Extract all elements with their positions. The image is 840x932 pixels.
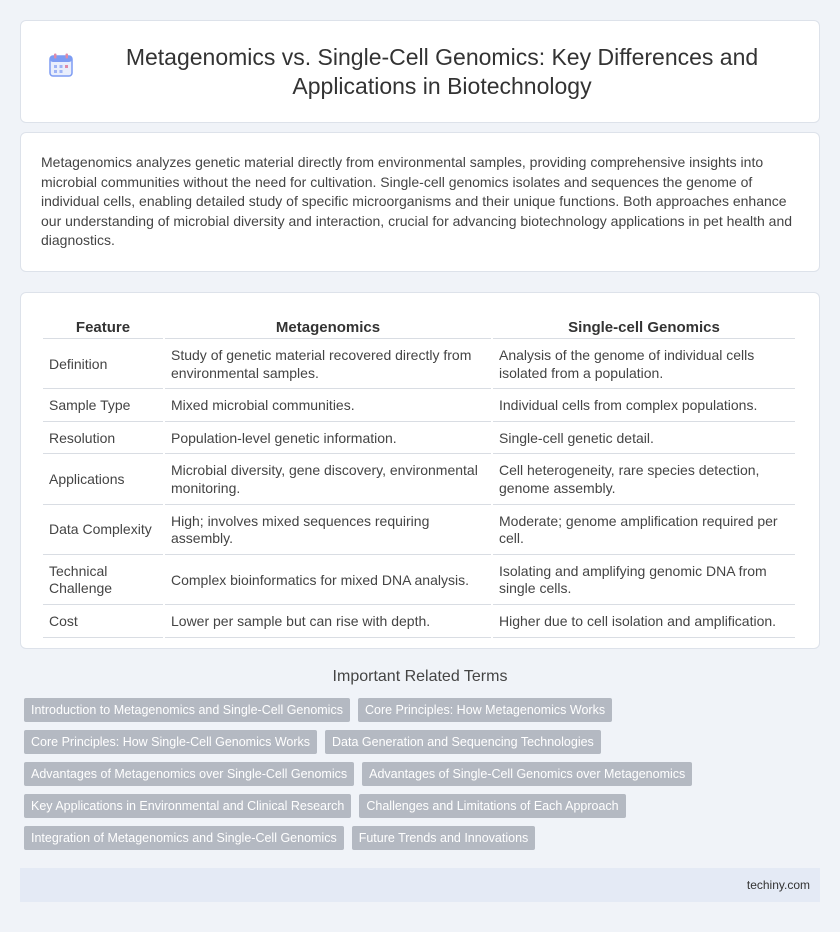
column-header-metagenomics: Metagenomics	[165, 315, 491, 339]
cell-feature: Cost	[43, 607, 163, 638]
comparison-table	[41, 313, 797, 640]
table-row	[43, 391, 795, 422]
table-row	[43, 557, 795, 605]
title-card	[20, 20, 820, 123]
related-terms-list	[20, 698, 820, 858]
table-row	[43, 341, 795, 389]
table-row	[43, 424, 795, 455]
table-header-row	[43, 315, 795, 339]
title-wrap	[40, 43, 800, 101]
related-terms-title: Important Related Terms	[332, 668, 508, 685]
cell-single-cell: Higher due to cell isolation and amplification.	[493, 607, 795, 638]
related-term-link[interactable]: Key Applications in Environmental and Clinical Research	[24, 794, 351, 818]
related-term-link[interactable]: Future Trends and Innovations	[352, 826, 536, 850]
cell-single-cell: Moderate; genome amplification required per cell.	[493, 507, 795, 555]
intro-card	[20, 132, 820, 272]
cell-metagenomics: Microbial diversity, gene discovery, environmental monitoring.	[165, 456, 491, 504]
page-title: Metagenomics vs. Single-Cell Genomics: Key Differences and Applications in Biotechnology	[125, 43, 759, 99]
footer	[20, 868, 820, 902]
calendar-icon	[48, 52, 74, 78]
column-header-feature: Feature	[43, 315, 163, 339]
related-term-link[interactable]: Data Generation and Sequencing Technologies	[325, 730, 601, 754]
cell-single-cell: Isolating and amplifying genomic DNA from single cells.	[493, 557, 795, 605]
cell-metagenomics: Mixed microbial communities.	[165, 391, 491, 422]
table-row	[43, 607, 795, 638]
table-body	[43, 341, 795, 638]
cell-metagenomics: High; involves mixed sequences requiring assembly.	[165, 507, 491, 555]
cell-single-cell: Single-cell genetic detail.	[493, 424, 795, 455]
cell-single-cell: Analysis of the genome of individual cells isolated from a population.	[493, 341, 795, 389]
footer-brand: techiny.com	[746, 878, 810, 892]
related-term-link[interactable]: Core Principles: How Single-Cell Genomics Works	[24, 730, 317, 754]
related-term-link[interactable]: Challenges and Limitations of Each Approach	[359, 794, 625, 818]
column-header-single-cell: Single-cell Genomics	[493, 315, 795, 339]
cell-feature: Resolution	[43, 424, 163, 455]
related-term-link[interactable]: Advantages of Single-Cell Genomics over Metagenomics	[362, 762, 692, 786]
comparison-card	[20, 292, 820, 649]
cell-feature: Data Complexity	[43, 507, 163, 555]
cell-single-cell: Cell heterogeneity, rare species detection, genome assembly.	[493, 456, 795, 504]
intro-text: Metagenomics analyzes genetic material directly from environmental samples, providing comprehensive insights into microbial communities without the need for cultivation. Single-cell genomics isolates and sequences the genome of individual cells, enabling detailed study of specific microorganisms and their unique functions. Both approaches enhance our understanding of microbial diversity and interaction, crucial for advancing biotechnology applications in pet health and diagnostics.	[41, 154, 793, 249]
cell-metagenomics: Complex bioinformatics for mixed DNA analysis.	[165, 557, 491, 605]
cell-feature: Sample Type	[43, 391, 163, 422]
related-terms-section	[20, 668, 820, 858]
cell-metagenomics: Study of genetic material recovered directly from environmental samples.	[165, 341, 491, 389]
cell-metagenomics: Population-level genetic information.	[165, 424, 491, 455]
cell-single-cell: Individual cells from complex populations.	[493, 391, 795, 422]
cell-feature: Definition	[43, 341, 163, 389]
cell-metagenomics: Lower per sample but can rise with depth.	[165, 607, 491, 638]
related-term-link[interactable]: Advantages of Metagenomics over Single-Cell Genomics	[24, 762, 354, 786]
related-term-link[interactable]: Introduction to Metagenomics and Single-Cell Genomics	[24, 698, 350, 722]
table-row	[43, 507, 795, 555]
cell-feature: Applications	[43, 456, 163, 504]
table-row	[43, 456, 795, 504]
related-term-link[interactable]: Core Principles: How Metagenomics Works	[358, 698, 612, 722]
related-term-link[interactable]: Integration of Metagenomics and Single-Cell Genomics	[24, 826, 344, 850]
cell-feature: Technical Challenge	[43, 557, 163, 605]
